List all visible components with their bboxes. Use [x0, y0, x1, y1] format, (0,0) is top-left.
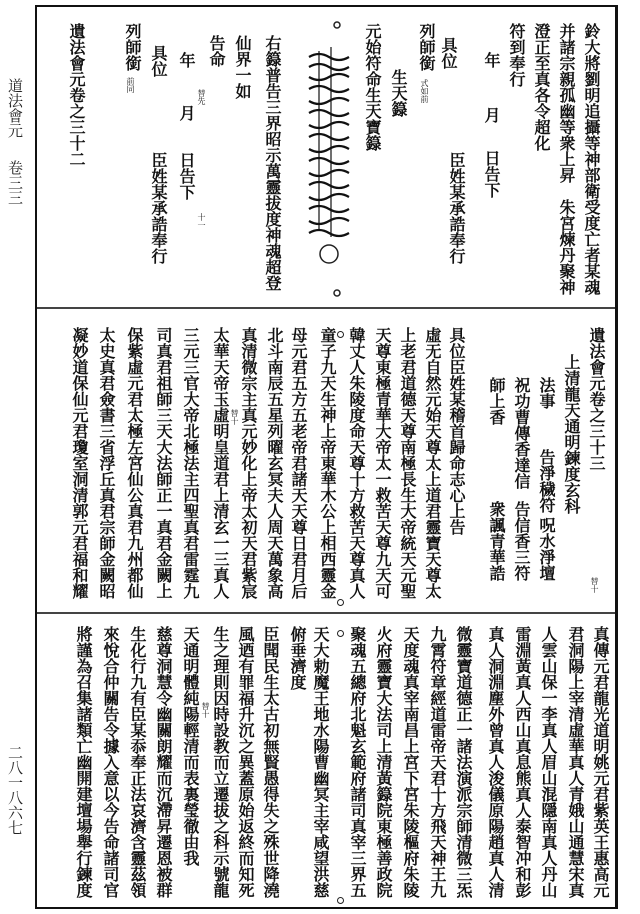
text-column: 風迺有罪福升沉之異蓋原始返終而知死 [236, 626, 255, 898]
text-column: 太史真君僉書三省浮丘真君宗師金闕昭 [97, 327, 116, 599]
circle-mark-icon [337, 630, 344, 637]
text-column: 臣聞民生太古初無賢愚得失之殊世降澆 [261, 626, 280, 898]
top-panel [37, 7, 615, 303]
text-column: 慈尊洞慧令幽關朗耀而沉滯昇遷恩被群 [154, 626, 173, 898]
date-month: 月 [482, 107, 501, 123]
text-column: 真清微宗主真元妙化上帝太初天君紫宸 [239, 327, 258, 599]
text-column: 俯垂濟度 [288, 626, 307, 690]
text-column: 仙界一如 [233, 35, 252, 99]
text-column: 澄正至真各令超化 [532, 23, 551, 151]
title-line: 具位 [439, 37, 458, 69]
text-column: 天度魂真宰南昌上宮下宮朱陵樞府朱陵 [401, 626, 420, 898]
page-frame [35, 5, 618, 909]
text-column: 生化行九有臣某忝奉正法哀濟含靈茲領 [128, 626, 147, 898]
date-month: 月 [177, 105, 196, 121]
middle-panel [37, 307, 615, 611]
text-column: 真人洞淵塵外曾真人浚儀原陽趙真人清 [486, 626, 505, 898]
date-day: 日告下 [482, 150, 501, 198]
note: 十一 [197, 213, 206, 229]
text-column: 三元三官大帝北極法主四聖真君雷霆九 [181, 327, 200, 599]
text-column: 祝功曹傳香達信 [512, 377, 531, 489]
text-column: 生天籙 [389, 69, 408, 117]
circle-mark-icon [337, 897, 344, 904]
text-column: 告淨穢符 [537, 449, 556, 513]
circle-mark-icon [337, 331, 344, 338]
talisman-seal-icon [301, 17, 361, 301]
text-column: 列師銜 [123, 23, 142, 71]
signature-line: 臣姓某承誥奉行 [149, 152, 168, 264]
volume-end-title: 遺法會元卷之三十二 [67, 23, 86, 167]
note: 替十 [230, 409, 239, 425]
text-column: 雷淵黃真人西山真息熊真人泰智冲和彭 [513, 626, 532, 898]
text-column: 將謹為召集諸類亡幽開建壇場舉行鍊度 [74, 626, 93, 898]
ritual-title: 上清龍天通明鍊度玄科 [562, 354, 581, 514]
text-column: 北斗南辰五星列曜玄冥夫人周天萬象高 [265, 327, 284, 599]
text-column: 童子九天生神上帝東華木公上相西靈金 [318, 327, 337, 599]
volume-margin: 卷三三 [6, 160, 24, 205]
text-column: 朱宮煉丹聚神 [557, 199, 576, 295]
book-title-margin: 道法會元 [6, 78, 24, 138]
text-column: 天通明體純陽輕清而表裏瑩徹由我 [181, 626, 200, 866]
text-column: 衆諷青華誥 [487, 501, 506, 581]
text-column: 凝妙道保仙元君瓊室洞清郭元君福和耀 [70, 327, 89, 599]
text-column: 太華天帝玉虛明皇道君上清玄一三真人 [211, 327, 230, 599]
text-column: 來悅合仲關告令據入意以今告命諸司官 [101, 626, 120, 898]
text-column: 真傳元君龍光道明姚元君紫英王惠高元 [591, 626, 610, 898]
text-column: 生之理則因時設教而立遷拔之科示號龍 [211, 626, 230, 898]
text-column: 保紫虛元君太極左宮仙公真君九州都仙 [125, 327, 144, 599]
text-column: 右籙普告三界昭示萬靈拔度神魂超登 [263, 35, 282, 291]
text-column: 司真君祖師三天大法師正一真君金闕上 [154, 327, 173, 599]
text-column: 師上香 [487, 377, 506, 425]
text-column: 列師銜 [417, 23, 436, 71]
note: 替先 [197, 89, 206, 105]
volume-title: 遺法會元卷之三十三 [587, 327, 606, 471]
note: 替十 [590, 577, 599, 593]
text-column: 符到奉行 [507, 23, 526, 87]
circle-mark-icon [337, 599, 344, 606]
text-column: 君洞陽上宰清虛華真人青娥山通慧宋真 [566, 626, 585, 898]
text-column: 告命 [207, 35, 226, 67]
text-column: 呪水淨壇 [537, 517, 556, 581]
text-column: 天大勅魔王地水陽曹幽冥主宰咸望洪慈 [311, 626, 330, 898]
text-column: 人雲山保一李真人眉山混隱南真人丹山 [539, 626, 558, 898]
text-column: 九霄符章經道雷帝天君十方飛天神王九 [428, 626, 447, 898]
date-year: 年 [177, 52, 196, 68]
date-year: 年 [482, 52, 501, 68]
note: 式如前 [420, 79, 429, 103]
date-day: 日告下 [177, 152, 196, 200]
note: 前同 [126, 77, 135, 93]
text-column: 具位臣姓某稽首歸命志心上告 [447, 327, 466, 535]
text-column: 火府靈寶大法司上清黃籙院東極善政院 [374, 626, 393, 898]
text-column: 并諸宗親孤幽等衆上昇 [557, 23, 576, 183]
text-column: 虛无自然元始天尊太上道君靈寶天尊太 [423, 327, 442, 599]
text-column: 聚魂五總府北魁玄範府諸司真宰三界五 [348, 626, 367, 898]
text-column: 天尊東極青華大帝太一救苦天尊九天可 [373, 327, 392, 599]
text-column: 元始符命生天寶籙 [363, 23, 382, 151]
note: 替十 [201, 702, 210, 718]
text-column: 母元君五方五老帝君諸天天尊日君月后 [289, 327, 308, 599]
text-column: 法事 [537, 377, 556, 409]
text-column: 韓丈人朱陵度命天尊十方救苦天尊真人 [347, 327, 366, 599]
text-column: 上老君道德天尊南極長生大帝統天元聖 [398, 327, 417, 599]
text-column: 微靈寶道德正一諸法演派宗師清微三炁 [454, 626, 473, 898]
signature-line: 臣姓某承誥奉行 [447, 152, 466, 264]
text-column: 鈴大將劉明追攝等神部衛受度亡者某魂 [582, 23, 601, 295]
title-line: 具位 [149, 45, 168, 77]
page-number: 二八一八六七 [6, 745, 24, 835]
text-column: 告信香三符 [512, 501, 531, 581]
bottom-panel [37, 612, 615, 909]
